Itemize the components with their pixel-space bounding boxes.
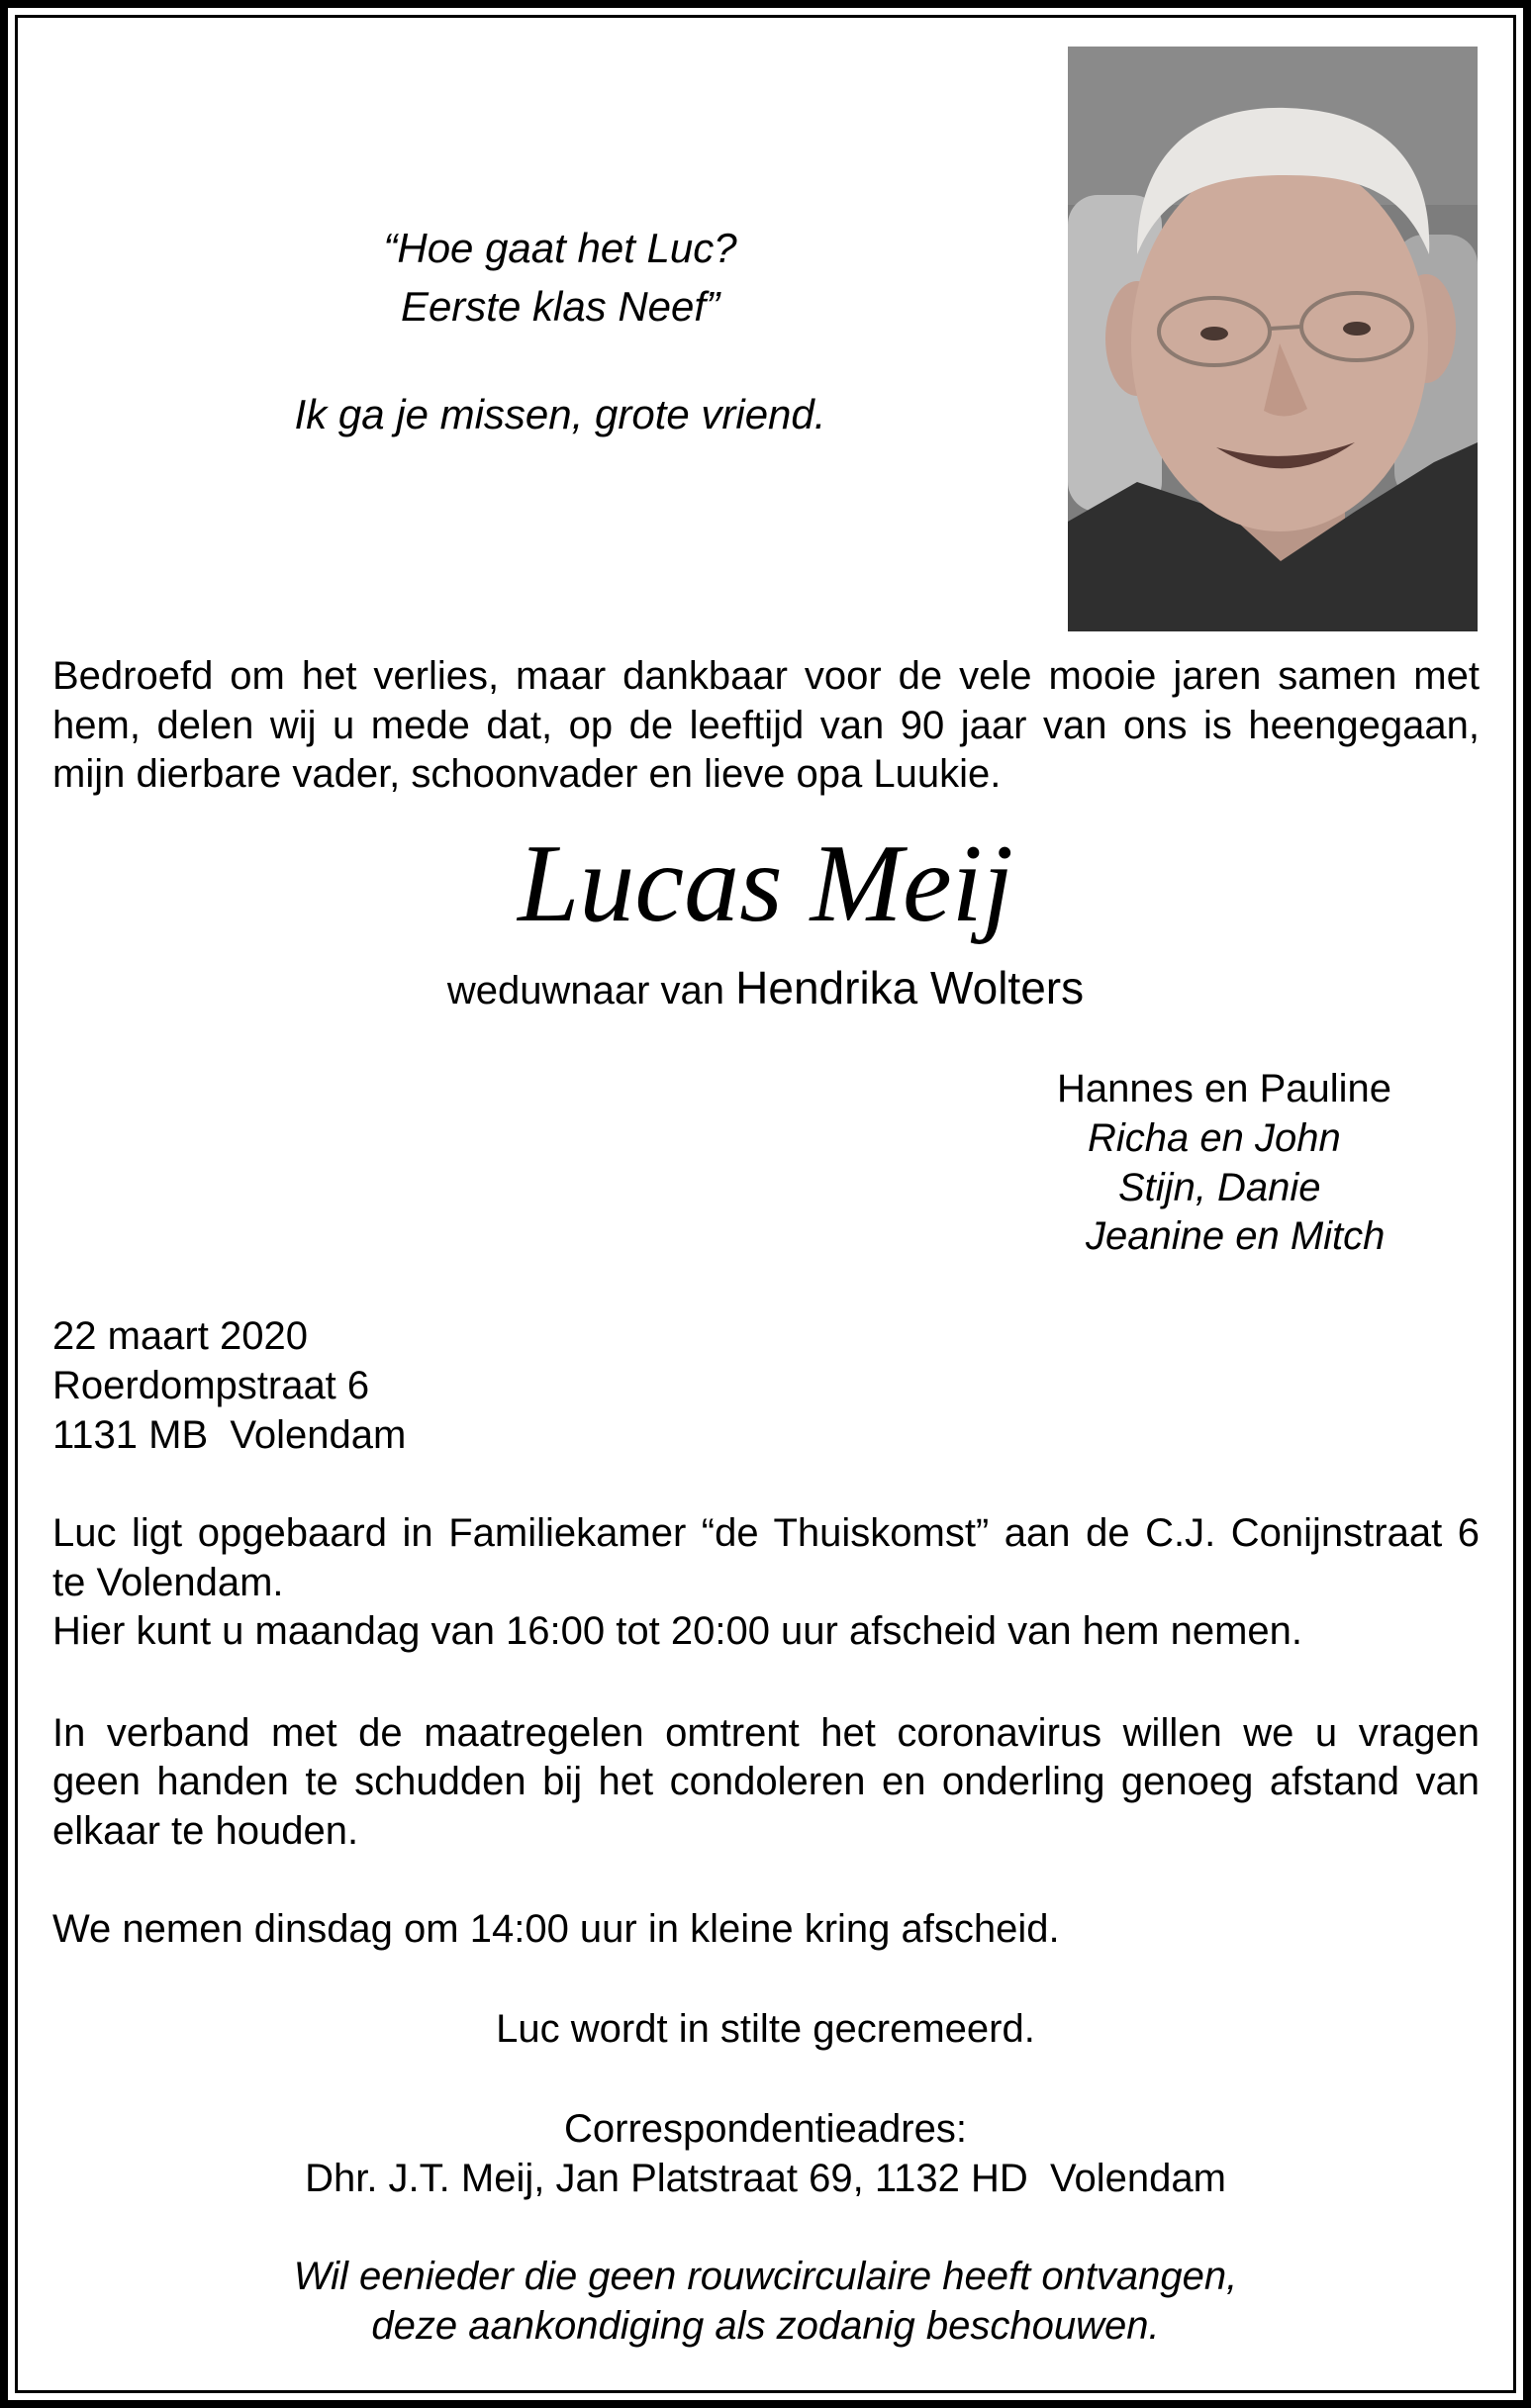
quote-line-3: Ik ga je missen, grote vriend. [294,391,826,437]
viewing-line-1: Luc ligt opgebaard in Familiekamer “de Thuiskomst” aan de C.J. Conijnstraat 6 [52,1511,1480,1555]
address-street: Roerdompstraat 6 [52,1364,370,1407]
corona-line-1: In verband met de maatregelen omtrent het coronavirus willen we u vragen [52,1711,1480,1755]
intro-line-3: mijn dierbare vader, schoonvader en lieve opa Luukie. [52,752,1002,796]
family-line-4: Jeanine en Mitch [1086,1214,1386,1258]
quote-line-2: Eerste klas Neef” [400,283,720,330]
widower-line [0,963,1531,1024]
portrait-photo [1068,47,1478,631]
intro-line-2: hem, delen wij u mede dat, op de leeftijd van 90 jaar van ons is heengegaan, [52,704,1480,747]
spouse-name: Hendrika Wolters [735,962,1085,1013]
corona-line-3: elkaar te houden. [52,1809,359,1853]
correspondence-address: Dhr. J.T. Meij, Jan Platstraat 69, 1132 HD Volendam [305,2157,1226,2200]
address-city: 1131 MB Volendam [52,1413,407,1457]
quote-line-1: “Hoe gaat het Luc? [383,225,737,271]
corona-line-2: geen handen te schudden bij het condoleren en onderling genoeg afstand van [52,1760,1480,1803]
farewell-text: We nemen dinsdag om 14:00 uur in kleine kring afscheid. [52,1907,1060,1951]
family-line-2: Richa en John [1088,1116,1341,1160]
viewing-line-3: Hier kunt u maandag van 16:00 tot 20:00 uur afscheid van hem nemen. [52,1609,1303,1653]
family-line-1: Hannes en Pauline [1057,1067,1392,1110]
intro-line-1: Bedroefd om het verlies, maar dankbaar voor de vele mooie jaren samen met [52,654,1480,698]
correspondence-label: Correspondentieadres: [564,2107,967,2151]
notice-date: 22 maart 2020 [52,1314,308,1358]
photo-eye-right [1343,322,1371,336]
photo-eye-left [1200,327,1228,340]
closing-line-1: Wil eenieder die geen rouwcirculaire heeft ontvangen, [293,2255,1238,2298]
closing-line-2: deze aankondiging als zodanig beschouwen. [371,2304,1160,2348]
widower-prefix: weduwnaar van [446,969,736,1012]
family-line-3: Stijn, Danie [1118,1166,1321,1209]
cremation-text: Luc wordt in stilte gecremeerd. [496,2007,1035,2051]
photo-glasses-bridge [1270,327,1301,329]
viewing-line-2: te Volendam. [52,1561,284,1604]
deceased-name: Lucas Meij [518,822,1013,945]
